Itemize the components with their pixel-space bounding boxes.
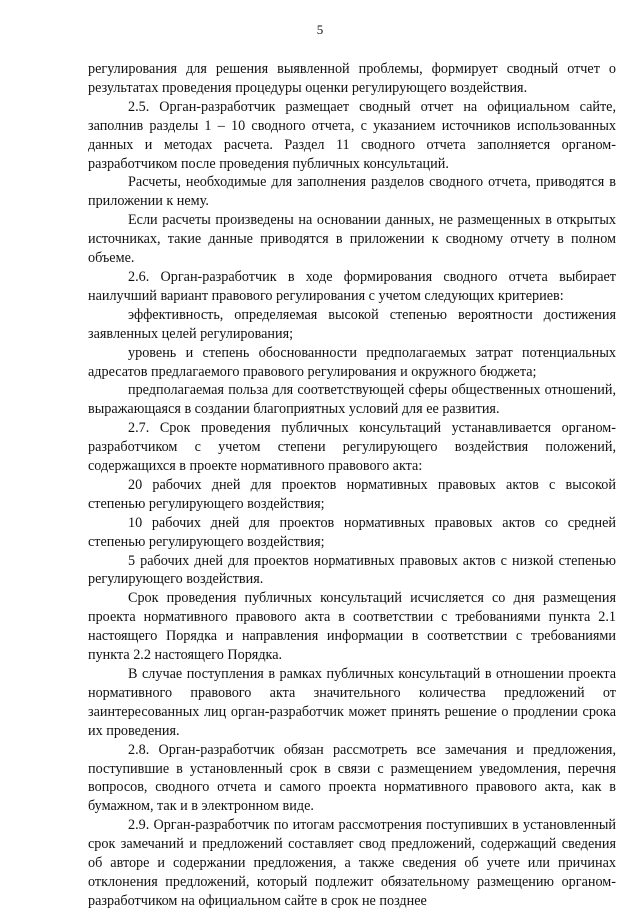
criterion-effectiveness: эффективность, определяемая высокой степенью вероятности достижения заявленных целей регулирования;: [88, 306, 616, 342]
paragraph-2-6: 2.6. Орган-разработчик в ходе формирования сводного отчета выбирает наилучший вариант правового регулирования с учетом следующих критериев:: [88, 268, 616, 304]
document-body: [88, 60, 616, 911]
paragraph-data-sources: Если расчеты произведены на основании данных, не размещенных в открытых источниках, такие данные приводятся в приложении к сводному отчету в полном объеме.: [88, 212, 616, 267]
paragraph-2-9: 2.9. Орган-разработчик по итогам рассмотрения поступивших в установленный срок замечаний и предложений составляет свод предложений, содержащий сведения об авторе и содержании предложения, а также сведения об учете или причинах отклонения предложений, который подлежит обязательному размещению органом-разработчиком на официальном сайте в срок не позднее: [88, 817, 616, 909]
paragraph-2-7: 2.7. Срок проведения публичных консультаций устанавливается органом-разработчиком с учетом степени регулирующего воздействия положений, содержащихся в проекте нормативного правового акта:: [88, 420, 616, 475]
term-high-impact: 20 рабочих дней для проектов нормативных правовых актов с высокой степенью регулирующего воздействия;: [88, 476, 616, 512]
paragraph-continuation: регулирования для решения выявленной проблемы, формирует сводный отчет о результатах проведения процедуры оценки регулирующего воздействия.: [88, 61, 616, 96]
paragraph-term-extension: В случае поступления в рамках публичных консультаций в отношении проекта нормативного правового акта значительного количества предложений от заинтересованных лиц орган-разработчик может принять решение о продлении срока их проведения.: [88, 666, 616, 739]
criterion-benefit: предполагаемая польза для соответствующей сферы общественных отношений, выражающаяся в создании благоприятных условий для ее развития.: [88, 382, 616, 418]
criterion-costs: уровень и степень обоснованности предполагаемых затрат потенциальных адресатов предлагаемого правового регулирования и окружного бюджета;: [88, 344, 616, 380]
term-low-impact: 5 рабочих дней для проектов нормативных правовых актов с низкой степенью регулирующего воздействия.: [88, 552, 616, 588]
paragraph-2-5: 2.5. Орган-разработчик размещает сводный отчет на официальном сайте, заполнив разделы 1 – 10 сводного отчета, с указанием источников использованных данных и методах расчета. Раздел 11 сводного отчета заполняется органом-разработчиком после проведения публичных консультаций.: [88, 98, 616, 172]
paragraph-calculations: Расчеты, необходимые для заполнения разделов сводного отчета, приводятся в приложении к нему.: [88, 174, 616, 210]
page-number: 5: [316, 22, 324, 37]
paragraph-2-8: 2.8. Орган-разработчик обязан рассмотреть все замечания и предложения, поступившие в установленный срок в связи с размещением уведомления, перечня вопросов, сводного отчета и самого проекта нормативного правового акта, как в бумажном, так и в электронном виде.: [88, 741, 616, 815]
paragraph-term-calculation: Срок проведения публичных консультаций исчисляется со дня размещения проекта нормативного правового акта в соответствии с требованиями пункта 2.1 настоящего Порядка и направления информации в соответствии с требованиями пункта 2.2 настоящего Порядка.: [88, 590, 616, 664]
term-medium-impact: 10 рабочих дней для проектов нормативных правовых актов со средней степенью регулирующего воздействия;: [88, 514, 616, 550]
